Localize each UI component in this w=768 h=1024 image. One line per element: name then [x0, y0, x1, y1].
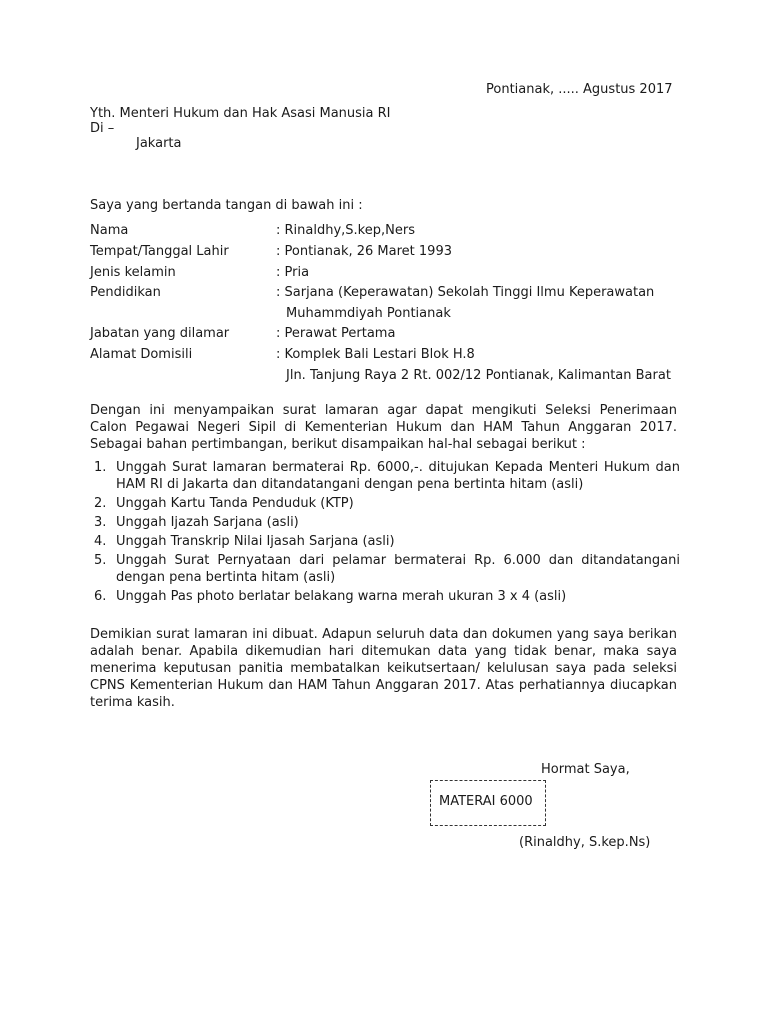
stamp-box [430, 780, 546, 826]
list-text: Unggah Kartu Tanda Penduduk (KTP) [116, 496, 354, 511]
identity-value: : Pria [276, 265, 310, 280]
list-item [90, 459, 680, 493]
intro-text: Saya yang bertanda tangan di bawah ini : [90, 198, 363, 213]
identity-label: Alamat Domisili [90, 347, 193, 362]
closing-greeting: Hormat Saya, [541, 762, 630, 777]
identity-value-continued: Jln. Tanjung Raya 2 Rt. 002/12 Pontianak, Kalimantan Barat [286, 368, 671, 383]
recipient-di: Di – [90, 121, 115, 136]
identity-label: Jenis kelamin [90, 265, 176, 280]
identity-label: Nama [90, 223, 129, 238]
identity-value: : Perawat Pertama [276, 326, 396, 341]
requirements-list [90, 459, 680, 605]
signature-name: (Rinaldhy, S.kep.Ns) [519, 835, 651, 850]
list-text: Unggah Surat lamaran bermaterai Rp. 6000,-. ditujukan Kepada Menteri Hukum dan HAM RI di Jakarta dan ditandatangani dengan pena bertinta hitam (asli) [116, 460, 680, 492]
list-text: Unggah Ijazah Sarjana (asli) [116, 515, 299, 530]
list-number: 1. [94, 460, 107, 475]
list-text: Unggah Pas photo berlatar belakang warna merah ukuran 3 x 4 (asli) [116, 589, 567, 604]
paragraph-closing: Demikian surat lamaran ini dibuat. Adapun seluruh data dan dokumen yang saya berikan adalah benar. Apabila dikemudian hari ditemukan data yang tidak benar, maka saya menerima keputusan panitia membatalkan keikutsertaan/ kelulusan saya pada seleksi CPNS Kementerian Hukum dan HAM Tahun Anggaran 2017. Atas perhatiannya diucapkan terima kasih. [90, 627, 677, 710]
identity-value-continued: Muhammdiyah Pontianak [286, 306, 451, 321]
list-item [90, 588, 680, 605]
identity-row-education [90, 284, 690, 326]
list-text: Unggah Surat Pernyataan dari pelamar bermaterai Rp. 6.000 dan ditandatangani dengan pena bertinta hitam (asli) [116, 553, 680, 585]
paragraph-intro: Dengan ini menyampaikan surat lamaran agar dapat mengikuti Seleksi Penerimaan Calon Pegawai Negeri Sipil di Kementerian Hukum dan HAM Tahun Anggaran 2017. Sebagai bahan pertimbangan, berikut disampaikan hal-hal sebagai berikut : [90, 403, 677, 452]
list-number: 6. [94, 589, 107, 604]
identity-row-gender [90, 264, 690, 285]
identity-value: : Sarjana (Keperawatan) Sekolah Tinggi Ilmu Keperawatan [276, 285, 655, 300]
identity-label: Jabatan yang dilamar [90, 326, 230, 341]
place-date: Pontianak, ..... Agustus 2017 [486, 82, 673, 97]
identity-label: Tempat/Tanggal Lahir [90, 244, 229, 259]
stamp-label: MATERAI 6000 [439, 794, 533, 809]
recipient-city: Jakarta [136, 136, 182, 151]
identity-row-name [90, 222, 690, 243]
list-item [90, 495, 680, 512]
list-number: 4. [94, 534, 107, 549]
list-text: Unggah Transkrip Nilai Ijasah Sarjana (asli) [116, 534, 395, 549]
identity-value: : Komplek Bali Lestari Blok H.8 [276, 347, 475, 362]
list-number: 5. [94, 553, 107, 568]
identity-value: : Pontianak, 26 Maret 1993 [276, 244, 452, 259]
identity-value: : Rinaldhy,S.kep,Ners [276, 223, 415, 238]
list-number: 3. [94, 515, 107, 530]
list-item [90, 552, 680, 586]
identity-row-birth [90, 243, 690, 264]
list-item [90, 514, 680, 531]
identity-label: Pendidikan [90, 285, 161, 300]
list-item [90, 533, 680, 550]
list-number: 2. [94, 496, 107, 511]
identity-row-position [90, 325, 690, 346]
identity-row-address [90, 346, 690, 388]
recipient-title: Yth. Menteri Hukum dan Hak Asasi Manusia RI [90, 106, 391, 121]
